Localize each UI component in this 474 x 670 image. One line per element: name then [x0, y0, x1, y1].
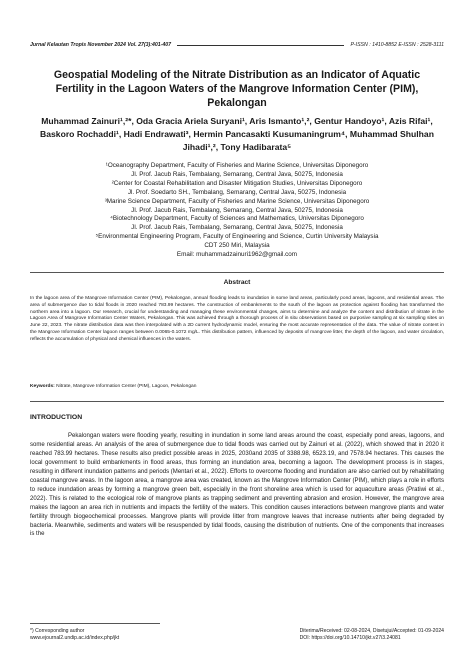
abstract-text: In the lagoon area of the Mangrove Information Center (PIM), Pekalongan, annual flooding leads to inundation in some land areas, particularly pond areas, lagoons, and residential areas. The area of submergence due to tidal floods in 2020 reached 783.99 hectares. The construction of embankments to the south of the lagoon as protection against flooding has transformed the northern area into a lagoon. Our research, crucial for understanding and managing these environmental changes, aims to determine and analyze the content and distribution of nitrate in the Lagoon Area of Mangrove Information Center Waters, Pekalongan. This was achieved through a thorough process of in situ observations based on purposive sampling at six sampling sites on June 22, 2023. The nitrate distribution data was then interpolated with a 2D current hydrodynamic model, ensuring the most accurate representation of the data. The value of nitrate content in the Mangrove Information Center lagoon ranges between 0.0065-0.1072 mg/L. This distribution pattern, influenced by deposits of mangrove litter, the depth of the lagoon, and water circulation, reflects the accumulation of physical and chemical influences in the waters. [30, 296, 444, 342]
footer-left [30, 628, 119, 642]
affiliation-line: Jl. Prof. Jacub Rais, Tembalang, Semarang, Central Java, 50275, Indonesia [131, 206, 343, 214]
introduction-body [30, 432, 444, 539]
affiliation-line: ⁴Biotechnology Department, Faculty of Sciences and Mathematics, Universitas Diponegoro [110, 215, 364, 223]
page-footer [30, 628, 444, 642]
affiliation-line: Jl. Prof. Soedarto SH., Tembalang, Semarang, Central Java, 50275, Indonesia [127, 188, 347, 196]
affiliation-line: CDT 250 Miri, Malaysia [204, 242, 270, 250]
keywords-label: Keywords: [30, 384, 55, 389]
abstract-heading: Abstract [223, 279, 251, 286]
abstract-top-rule [30, 272, 444, 273]
affiliation-line: ³Marine Science Department, Faculty of Fisheries and Marine Science, Universitas Diponegoro [104, 197, 370, 205]
corresponding-author-note: *) Corresponding author [30, 628, 85, 634]
section-heading-introduction: INTRODUCTION [30, 414, 83, 421]
affiliation-line: Jl. Prof. Jacub Rais, Tembalang, Semarang, Central Java, 50275, Indonesia [131, 224, 343, 232]
affiliation-line: Jl. Prof. Jacub Rais, Tembalang, Semarang, Central Java, 50275, Indonesia [131, 170, 343, 178]
author-list: Muhammad Zainuri¹,²*, Oda Gracia Ariela Suryani¹, Aris Ismanto¹,², Gentur Handoyo¹, Azis Rifai¹, Baskoro Rochaddi¹, Hadi Endrawati³, Hermin Pancasakti Kusumaningrum⁴, Muhammad Shulhan Jihadi¹,², Tony Hadibarata⁵ [40, 116, 434, 152]
keywords-list: Nitrate, Mangrove Information Center (PIM), Lagoon, Pekalongan [56, 384, 197, 389]
affiliations [36, 162, 438, 260]
header-rule [177, 45, 344, 46]
running-header [30, 40, 444, 50]
footnote-rule [30, 623, 160, 624]
abstract-bottom-rule [30, 401, 444, 402]
journal-url[interactable]: www.ejournal2.undip.ac.id/index.php/jkt [30, 635, 120, 641]
paper-title: Geospatial Modeling of the Nitrate Distribution as an Indicator of Aquatic Fertility in the Lagoon Waters of the Mangrove Information Center (PIM), Pekalongan [53, 69, 421, 109]
issn-info: P-ISSN : 1410-8852 E-ISSN : 2528-3111 [350, 42, 444, 48]
corresponding-email: Email: muhammadzainuri1962@gmail.com [176, 251, 298, 259]
journal-citation: Jurnal Kelautan Tropis November 2024 Vol. 27(3):401-407 [30, 42, 171, 48]
keywords [30, 384, 444, 391]
affiliation-line: ¹Oceanography Department, Faculty of Fisheries and Marine Science, Universitas Diponegoro [105, 162, 369, 169]
introduction-paragraph: Pekalongan waters were flooding yearly, resulting in inundation in some land areas around the coast, especially pond areas, lagoons, and some residential areas. An analysis of the area of submergence due to tidal floods was carried out by Zainuri et al. (2022), which showed that in 2020 it reached 783.99 hectares. These results also predict possible areas in 2025, 2030and 2035 of 3388.98, 6523.19, and 7578.94 hectares. This causes the local government to build embankments in flood areas, thus forming an inundation area, becoming a lagoon. The development process is in stages, resulting in different inundation patterns and periods (Mentari et al., 2022). Efforts to overcome flooding and inundation are also carried out by rehabilitating coastal mangrove areas. In the lagoon area, a mangrove area was created, known as the Mangrove Information Center (PIM), which plays a role in efforts to reduce inundation areas by forming a mangrove green belt, especially in the front shoreline area which is used for aquaculture areas (Pratiwi et al., 2022). This is related to the ecological role of mangrove plants as trapping sediment and preventing abrasion and erosion. However, the mangrove area makes the lagoon an area rich in nutrients and impacts the fertility of the waters. This condition causes interactions between mangrove plants and water fertility through biogeochemical processes. Mangrove plants will provide litter from mangrove leaves that increase nutrients after being degraded by bacteria. Meanwhile, sediments and waters will be resuspended by tidal floods, causing the distribution of nutrients. One of the components that increases is the [30, 433, 444, 538]
footer-right [300, 628, 444, 642]
doi-link[interactable]: DOI: https://doi.org/10.14710/jkt.v27i3.24081 [299, 635, 401, 641]
received-accepted-dates: Diterima/Received: 02-08-2024, Disetujui/Accepted: 01-09-2024 [299, 628, 444, 634]
affiliation-line: ⁵Environmental Engineering Program, Faculty of Engineering and Science, Curtin University Malaysia [95, 233, 379, 241]
affiliation-line: ²Center for Coastal Rehabilitation and Disaster Mitigation Studies, Universitas Diponegoro [111, 179, 363, 187]
